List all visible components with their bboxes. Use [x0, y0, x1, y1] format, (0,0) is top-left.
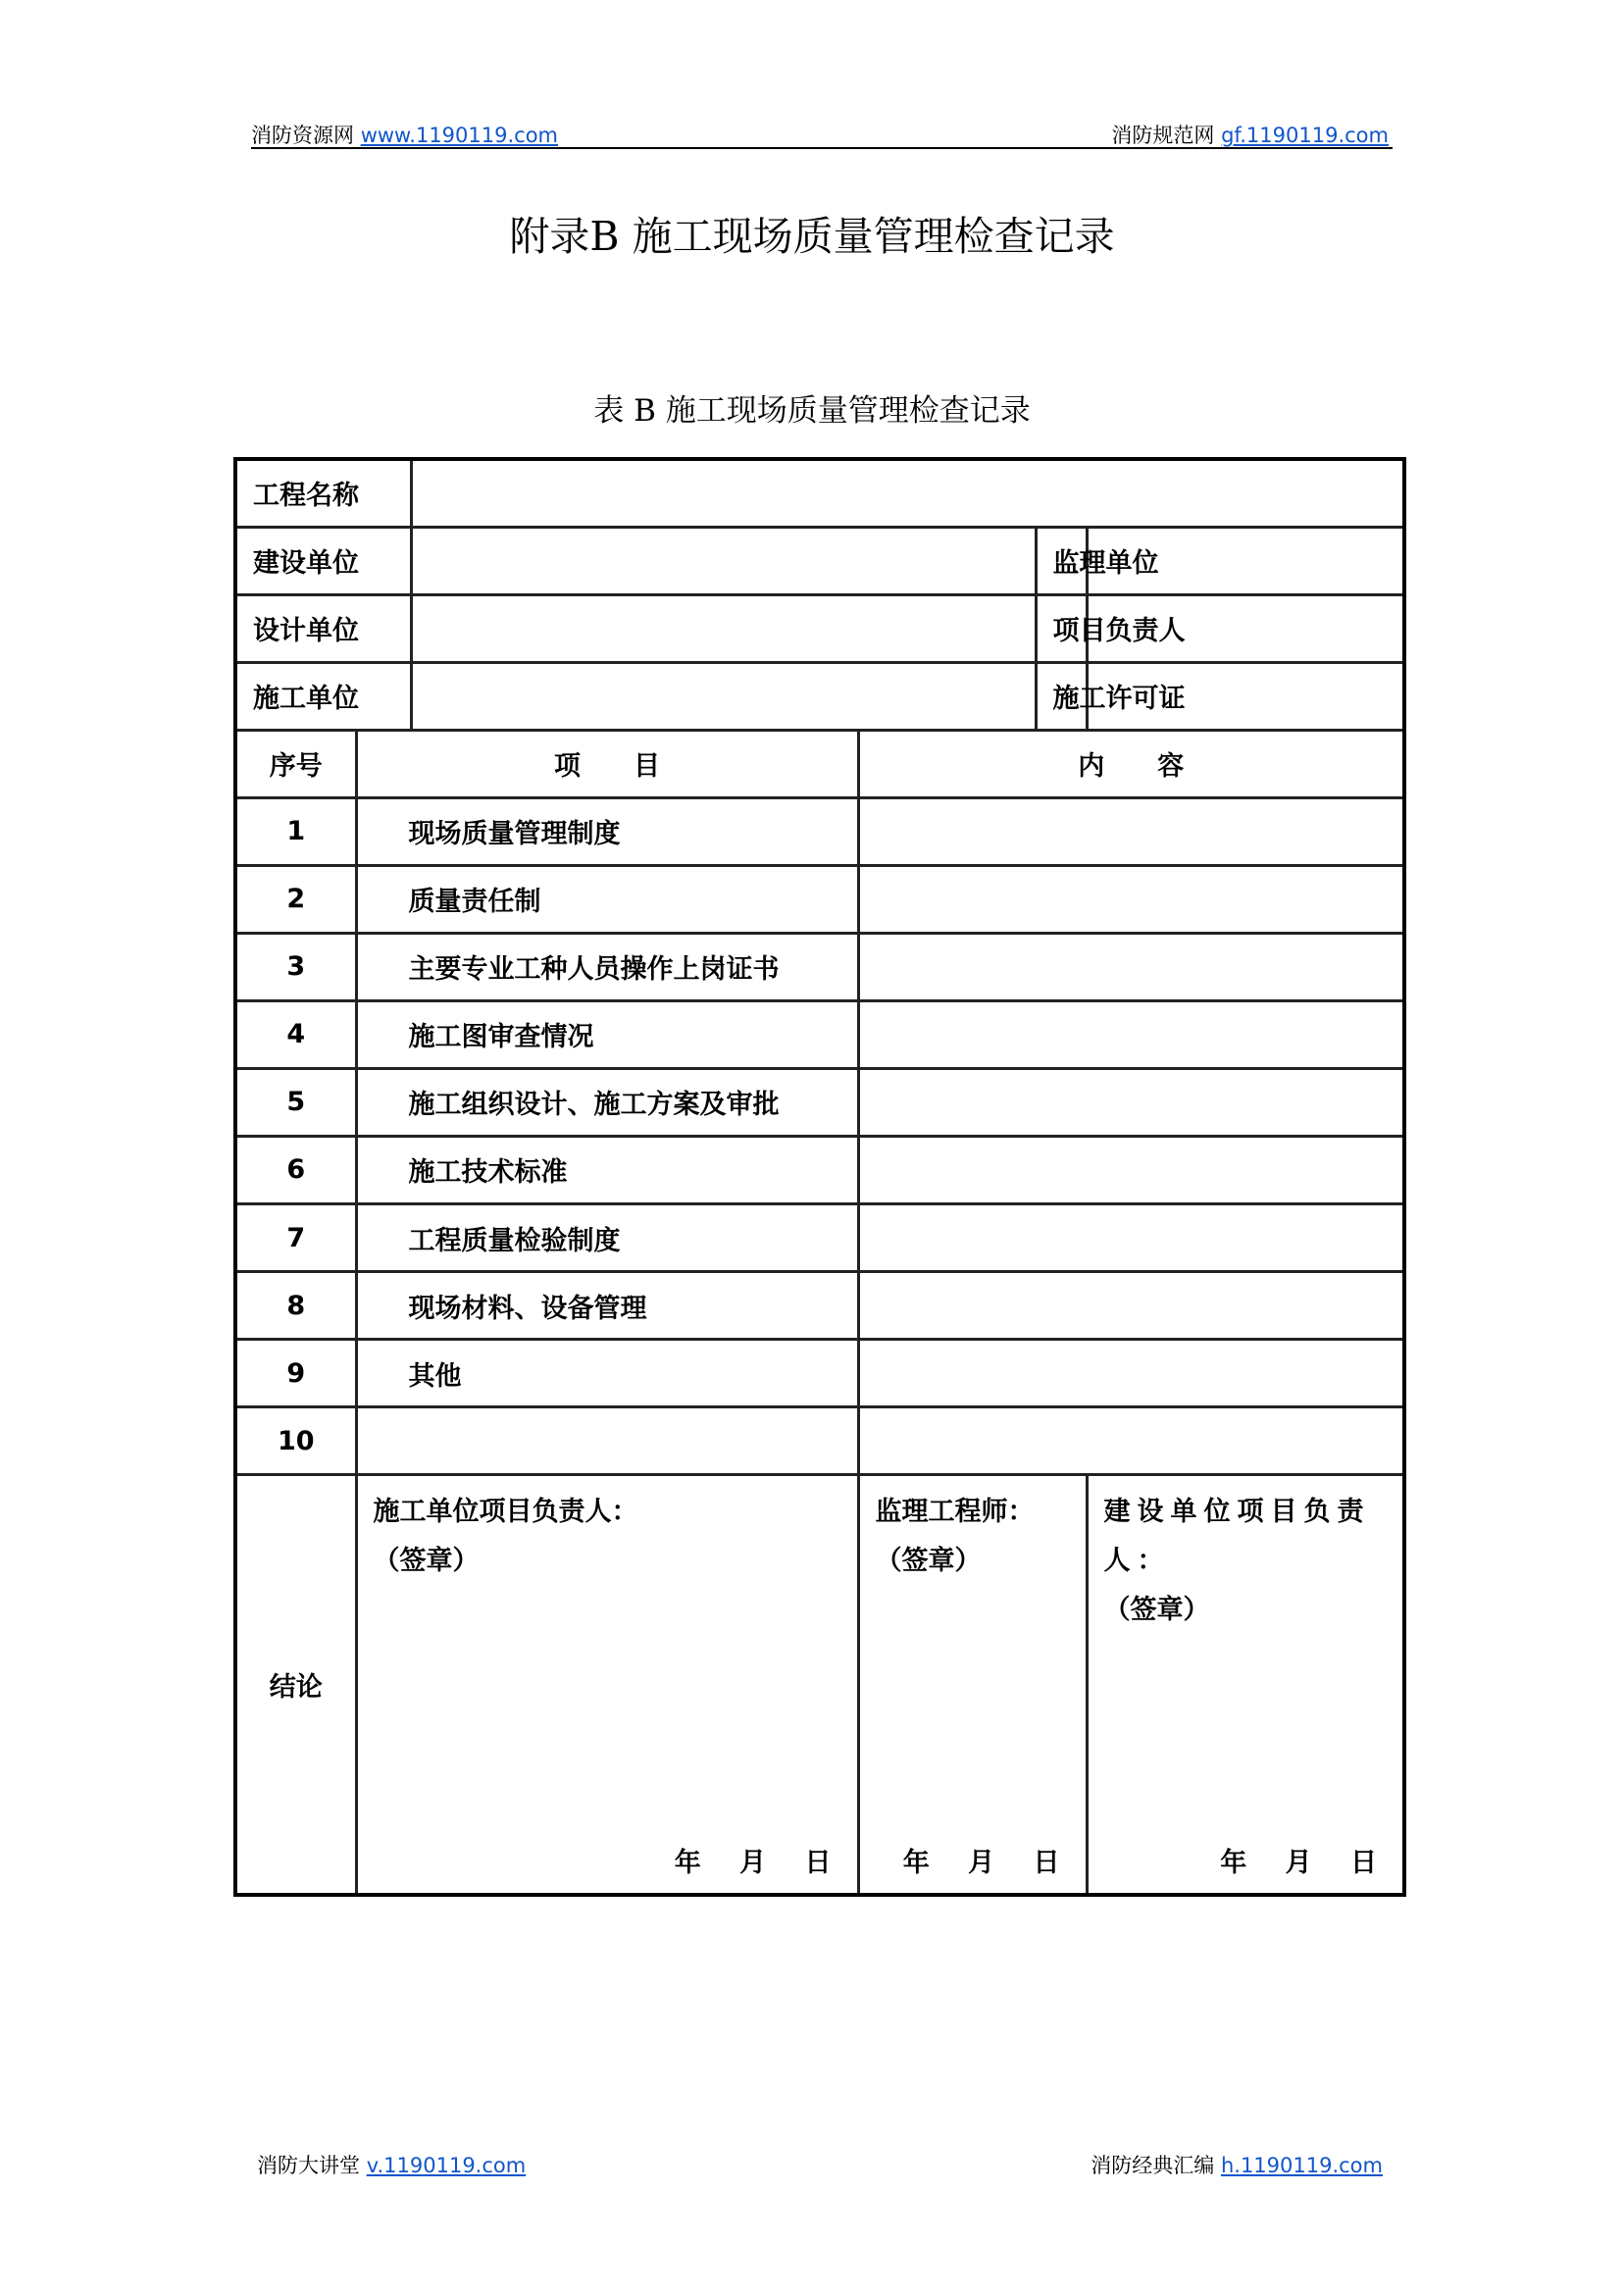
signer-date: 年 月 日: [902, 1848, 1060, 1878]
row-project-name: [235, 459, 1404, 527]
row-no: 5: [235, 1068, 356, 1136]
signer-seal: （签章）: [1103, 1595, 1210, 1626]
permit-label: 施工许可证: [1036, 662, 1087, 730]
page-title: 附录B 施工现场质量管理检查记录: [509, 213, 1115, 260]
row-design-org: [235, 594, 1404, 662]
header-right-link[interactable]: gf.1190119.com: [1221, 124, 1389, 147]
signer-seal: （签章）: [373, 1546, 480, 1577]
header-right: [1111, 120, 1389, 149]
supervising-engineer-signature[interactable]: [858, 1475, 1087, 1895]
row-no: 6: [235, 1136, 356, 1203]
table-row: [235, 865, 1404, 933]
table-row: [235, 1000, 1404, 1068]
row-no: 3: [235, 933, 356, 1000]
table-row: [235, 1204, 1404, 1272]
row-item: 现场材料、设备管理: [356, 1272, 858, 1340]
signer-date: 年 月 日: [674, 1848, 832, 1878]
footer-right-label: 消防经典汇编: [1091, 2154, 1215, 2177]
row-item: 现场质量管理制度: [356, 797, 858, 865]
row-content-field[interactable]: [858, 1407, 1404, 1475]
conclusion-label: 结论: [235, 1475, 356, 1895]
inspection-record-table: [233, 457, 1406, 1897]
owner-manager-signature[interactable]: [1087, 1475, 1404, 1895]
row-content-field[interactable]: [858, 797, 1404, 865]
row-item: 施工图审查情况: [356, 1000, 858, 1068]
table-caption: 表 B 施工现场质量管理检查记录: [593, 393, 1031, 429]
table-row: [235, 797, 1404, 865]
construction-org-field[interactable]: [411, 527, 1036, 594]
row-content-field[interactable]: [858, 1000, 1404, 1068]
header-left-label: 消防资源网: [251, 124, 354, 147]
signer-seal: （签章）: [875, 1546, 982, 1577]
construction-org-label: 建设单位: [235, 527, 411, 594]
row-no: 2: [235, 865, 356, 933]
table-row: [235, 1407, 1404, 1475]
col-header-item: 项 目: [356, 730, 858, 797]
row-content-field[interactable]: [858, 865, 1404, 933]
table-row: [235, 1272, 1404, 1340]
row-content-field[interactable]: [858, 1340, 1404, 1407]
header-right-label: 消防规范网: [1111, 124, 1215, 147]
footer-left-label: 消防大讲堂: [257, 2154, 360, 2177]
footer-right: [1091, 2150, 1383, 2179]
row-no: 4: [235, 1000, 356, 1068]
table-row: [235, 933, 1404, 1000]
header-left: [251, 120, 558, 149]
row-item: 施工技术标准: [356, 1136, 858, 1203]
design-org-field[interactable]: [411, 594, 1036, 662]
row-item: 施工组织设计、施工方案及审批: [356, 1068, 858, 1136]
row-no: 1: [235, 797, 356, 865]
col-header-content: 内 容: [858, 730, 1404, 797]
row-content-field[interactable]: [858, 1204, 1404, 1272]
signer-title: 施工单位项目负责人：: [373, 1497, 638, 1528]
table-row: [235, 1068, 1404, 1136]
header-divider: [251, 147, 1393, 149]
design-org-label: 设计单位: [235, 594, 411, 662]
col-header-no: 序号: [235, 730, 356, 797]
row-item: 质量责任制: [356, 865, 858, 933]
project-name-label: 工程名称: [235, 459, 411, 527]
row-item: [356, 1407, 858, 1475]
project-manager-label: 项目负责人: [1036, 594, 1087, 662]
footer-right-link[interactable]: h.1190119.com: [1220, 2154, 1383, 2177]
row-no: 9: [235, 1340, 356, 1407]
row-item: 主要专业工种人员操作上岗证书: [356, 933, 858, 1000]
row-content-field[interactable]: [858, 1272, 1404, 1340]
row-no: 8: [235, 1272, 356, 1340]
row-item: 其他: [356, 1340, 858, 1407]
row-content-field[interactable]: [858, 1136, 1404, 1203]
table-row: [235, 1136, 1404, 1203]
builder-org-label: 施工单位: [235, 662, 411, 730]
row-no: 7: [235, 1204, 356, 1272]
table-row: [235, 1340, 1404, 1407]
row-content-field[interactable]: [858, 933, 1404, 1000]
footer-left: [257, 2150, 526, 2179]
footer-left-link[interactable]: v.1190119.com: [366, 2154, 527, 2177]
supervision-org-label: 监理单位: [1036, 527, 1087, 594]
row-no: 10: [235, 1407, 356, 1475]
builder-manager-signature[interactable]: [356, 1475, 858, 1895]
signer-title: 监理工程师：: [875, 1497, 1035, 1528]
row-item: 工程质量检验制度: [356, 1204, 858, 1272]
signer-title: 建设单位项目负责人：: [1103, 1497, 1371, 1577]
builder-org-field[interactable]: [411, 662, 1036, 730]
header-left-link[interactable]: www.1190119.com: [360, 124, 559, 147]
project-name-field[interactable]: [411, 459, 1404, 527]
row-conclusion: [235, 1475, 1404, 1895]
row-builder-org: [235, 662, 1404, 730]
row-construction-org: [235, 527, 1404, 594]
row-content-field[interactable]: [858, 1068, 1404, 1136]
signer-date: 年 月 日: [1220, 1848, 1377, 1878]
row-column-headers: [235, 730, 1404, 797]
